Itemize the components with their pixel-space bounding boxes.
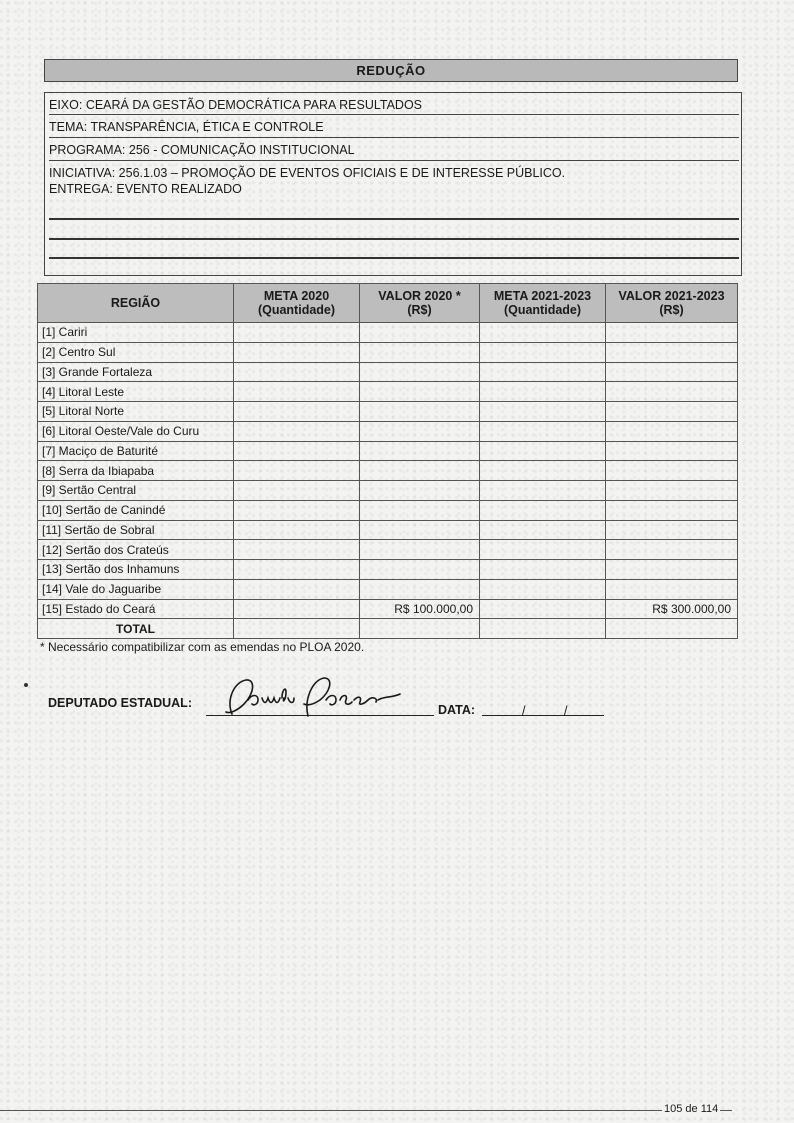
value-cell-valor2123 xyxy=(606,461,738,481)
value-cell-valor2020 xyxy=(360,342,480,362)
value-cell-valor2020 xyxy=(360,579,480,599)
table-row xyxy=(38,579,738,599)
table-row xyxy=(38,599,738,619)
total-value-cell xyxy=(480,619,606,639)
value-cell-valor2020 xyxy=(360,540,480,560)
eixo-line: EIXO: CEARÁ DA GESTÃO DEMOCRÁTICA PARA RESULTADOS xyxy=(49,98,422,112)
footer-rule xyxy=(0,1110,732,1111)
region-name-cell: [10] Sertão de Canindé xyxy=(38,500,234,520)
table-row xyxy=(38,540,738,560)
value-cell-meta2020 xyxy=(234,599,360,619)
header-regiao: REGIÃO xyxy=(38,284,234,323)
header-valor-2020-line1: VALOR 2020 * xyxy=(378,289,461,303)
total-label: TOTAL xyxy=(38,619,234,639)
region-name-cell: [11] Sertão de Sobral xyxy=(38,520,234,540)
total-value-cell xyxy=(234,619,360,639)
value-cell-meta2123 xyxy=(480,362,606,382)
table-row xyxy=(38,500,738,520)
value-cell-valor2123 xyxy=(606,540,738,560)
value-cell-valor2020 xyxy=(360,441,480,461)
total-value-cell xyxy=(360,619,480,639)
region-name-cell: [1] Cariri xyxy=(38,323,234,343)
table-header-row xyxy=(38,284,738,323)
region-name-cell: [2] Centro Sul xyxy=(38,342,234,362)
iniciativa-line: INICIATIVA: 256.1.03 – PROMOÇÃO DE EVENTOS OFICIAIS E DE INTERESSE PÚBLICO. xyxy=(49,166,566,180)
value-cell-meta2020 xyxy=(234,402,360,422)
table-row xyxy=(38,441,738,461)
table-row xyxy=(38,421,738,441)
value-cell-meta2123 xyxy=(480,421,606,441)
value-cell-meta2020 xyxy=(234,362,360,382)
programa-line: PROGRAMA: 256 - COMUNICAÇÃO INSTITUCIONAL xyxy=(49,143,355,157)
value-cell-valor2020 xyxy=(360,402,480,422)
value-cell-meta2020 xyxy=(234,342,360,362)
header-valor-2021-2023-line2: (R$) xyxy=(659,303,684,317)
table-row xyxy=(38,402,738,422)
value-cell-valor2123 xyxy=(606,342,738,362)
value-cell-meta2123 xyxy=(480,560,606,580)
value-cell-valor2123 xyxy=(606,382,738,402)
value-cell-meta2123 xyxy=(480,599,606,619)
value-cell-meta2123 xyxy=(480,382,606,402)
header-meta-2021-2023-line2: (Quantidade) xyxy=(503,303,582,317)
value-cell-meta2123 xyxy=(480,461,606,481)
value-cell-valor2020 xyxy=(360,481,480,501)
value-cell-valor2123 xyxy=(606,579,738,599)
region-name-cell: [12] Sertão dos Crateús xyxy=(38,540,234,560)
entrega-write-line xyxy=(49,238,739,240)
value-cell-meta2123 xyxy=(480,323,606,343)
value-cell-meta2123 xyxy=(480,402,606,422)
region-name-cell: [5] Litoral Norte xyxy=(38,402,234,422)
table-row xyxy=(38,520,738,540)
handwritten-signature xyxy=(212,670,412,726)
value-cell-valor2123 xyxy=(606,560,738,580)
table-row xyxy=(38,362,738,382)
region-name-cell: [15] Estado do Ceará xyxy=(38,599,234,619)
value-cell-meta2123 xyxy=(480,500,606,520)
region-name-cell: [13] Sertão dos Inhamuns xyxy=(38,560,234,580)
header-meta-2021-2023 xyxy=(480,284,606,323)
region-name-cell: [9] Sertão Central xyxy=(38,481,234,501)
entrega-line: ENTREGA: EVENTO REALIZADO xyxy=(49,182,242,196)
value-cell-valor2020 xyxy=(360,560,480,580)
value-cell-valor2020 xyxy=(360,520,480,540)
value-cell-meta2020 xyxy=(234,382,360,402)
info-divider xyxy=(49,137,739,138)
value-cell-valor2020 xyxy=(360,362,480,382)
region-name-cell: [7] Maciço de Baturité xyxy=(38,441,234,461)
region-table xyxy=(37,283,738,639)
value-cell-valor2123 xyxy=(606,441,738,461)
value-cell-meta2123 xyxy=(480,579,606,599)
total-row xyxy=(38,619,738,639)
deputado-label: DEPUTADO ESTADUAL: xyxy=(48,696,192,710)
value-cell-valor2123 xyxy=(606,323,738,343)
info-divider xyxy=(49,114,739,115)
header-meta-2020 xyxy=(234,284,360,323)
value-cell-valor2020 xyxy=(360,421,480,441)
table-row xyxy=(38,382,738,402)
value-cell-meta2123 xyxy=(480,481,606,501)
value-cell-meta2123 xyxy=(480,342,606,362)
region-name-cell: [6] Litoral Oeste/Vale do Curu xyxy=(38,421,234,441)
value-cell-meta2020 xyxy=(234,481,360,501)
value-cell-meta2020 xyxy=(234,441,360,461)
program-info-box xyxy=(44,92,742,276)
value-cell-meta2123 xyxy=(480,540,606,560)
table-row xyxy=(38,560,738,580)
region-name-cell: [8] Serra da Ibiapaba xyxy=(38,461,234,481)
value-cell-valor2020 xyxy=(360,382,480,402)
table-row xyxy=(38,342,738,362)
date-line xyxy=(482,715,604,716)
info-divider xyxy=(49,160,739,161)
value-cell-meta2020 xyxy=(234,520,360,540)
page-number: 105 de 114 xyxy=(664,1103,719,1115)
value-cell-meta2020 xyxy=(234,540,360,560)
value-cell-valor2123 xyxy=(606,481,738,501)
header-meta-2020-line1: META 2020 xyxy=(263,289,330,303)
tema-line: TEMA: TRANSPARÊNCIA, ÉTICA E CONTROLE xyxy=(49,120,324,134)
value-cell-meta2020 xyxy=(234,461,360,481)
total-value-cell xyxy=(606,619,738,639)
value-cell-meta2123 xyxy=(480,441,606,461)
footnote: * Necessário compatibilizar com as emendas no PLOA 2020. xyxy=(40,640,365,654)
table-row xyxy=(38,323,738,343)
table-row xyxy=(38,461,738,481)
value-cell-valor2020 xyxy=(360,461,480,481)
region-name-cell: [14] Vale do Jaguaribe xyxy=(38,579,234,599)
value-cell-meta2020 xyxy=(234,421,360,441)
region-name-cell: [3] Grande Fortaleza xyxy=(38,362,234,382)
value-cell-meta2020 xyxy=(234,560,360,580)
table-row xyxy=(38,481,738,501)
value-cell-valor2123 xyxy=(606,500,738,520)
value-cell-valor2020: R$ 100.000,00 xyxy=(360,599,480,619)
value-cell-valor2020 xyxy=(360,323,480,343)
header-meta-2020-line2: (Quantidade) xyxy=(257,303,336,317)
data-label: DATA: xyxy=(438,703,476,717)
header-valor-2020 xyxy=(360,284,480,323)
entrega-write-line xyxy=(49,218,739,220)
scan-dot xyxy=(24,683,28,687)
header-valor-2020-line2: (R$) xyxy=(407,303,432,317)
entrega-write-line xyxy=(49,257,739,259)
value-cell-meta2123 xyxy=(480,520,606,540)
date-separator: / xyxy=(522,704,526,718)
value-cell-meta2020 xyxy=(234,500,360,520)
value-cell-valor2123 xyxy=(606,421,738,441)
region-name-cell: [4] Litoral Leste xyxy=(38,382,234,402)
reducao-header: REDUÇÃO xyxy=(44,59,738,82)
value-cell-meta2020 xyxy=(234,579,360,599)
value-cell-meta2020 xyxy=(234,323,360,343)
value-cell-valor2123 xyxy=(606,362,738,382)
header-meta-2021-2023-line1: META 2021-2023 xyxy=(493,289,592,303)
value-cell-valor2123 xyxy=(606,402,738,422)
date-separator: / xyxy=(564,704,568,718)
header-valor-2021-2023 xyxy=(606,284,738,323)
value-cell-valor2123 xyxy=(606,520,738,540)
header-valor-2021-2023-line1: VALOR 2021-2023 xyxy=(618,289,725,303)
value-cell-valor2020 xyxy=(360,500,480,520)
value-cell-valor2123: R$ 300.000,00 xyxy=(606,599,738,619)
